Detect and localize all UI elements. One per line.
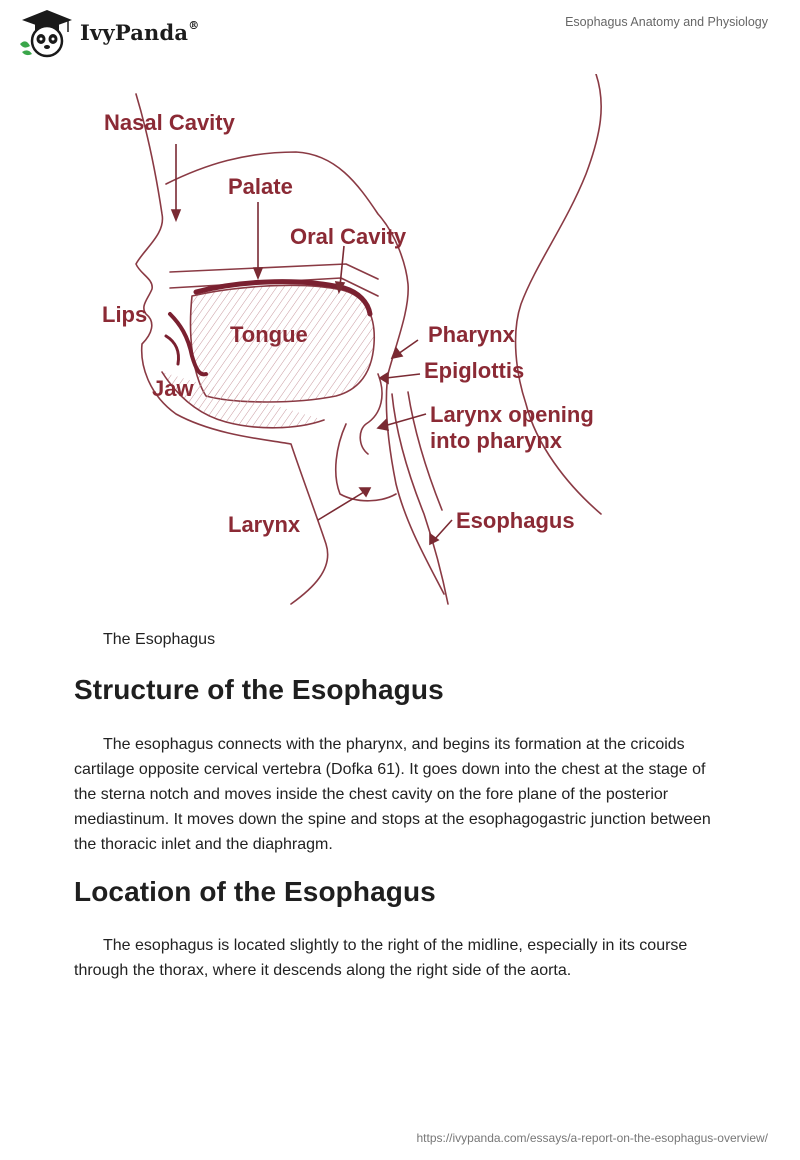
label-tongue: Tongue: [230, 322, 308, 347]
section-heading-location: Location of the Esophagus: [74, 876, 436, 907]
label-larynx: Larynx: [228, 512, 301, 537]
label-epiglottis: Epiglottis: [424, 358, 525, 383]
footer-source-url[interactable]: https://ivypanda.com/essays/a-report-on-the-esophagus-overview/: [416, 1131, 768, 1145]
document-title: Esophagus Anatomy and Physiology: [565, 15, 768, 29]
label-nasal-cavity: Nasal Cavity: [104, 110, 235, 135]
brand-name[interactable]: IvyPanda®: [80, 19, 200, 45]
figure-caption: The Esophagus: [103, 631, 216, 648]
page-header: [0, 0, 800, 70]
label-larynx-opening-1: Larynx opening: [430, 402, 594, 427]
section-paragraph-structure: The esophagus connects with the pharynx, and begins its formation at the cricoids cartilage opposite cervical vertebra (Dofka 61). It goes down into the chest at the stage of the sterna notch and moves inside the chest cavity on the fore plane of the posterior mediastinum. It moves down the spine and stops at the esophagogastric junction between the thoracic inlet and the diaphragm.: [74, 736, 711, 853]
label-lips: Lips: [102, 302, 148, 327]
label-jaw: Jaw: [152, 376, 194, 401]
anatomy-diagram: [96, 74, 626, 614]
label-esophagus: Esophagus: [456, 508, 575, 533]
label-palate: Palate: [228, 174, 293, 199]
section-heading-structure: Structure of the Esophagus: [74, 674, 444, 705]
section-paragraph-location: The esophagus is located slightly to the right of the midline, especially in its course through the thorax, where it descends along the right side of the aorta.: [74, 937, 688, 979]
panda-logo-icon[interactable]: [16, 8, 78, 58]
label-pharynx: Pharynx: [428, 322, 515, 347]
label-oral-cavity: Oral Cavity: [290, 224, 407, 249]
label-larynx-opening-2: into pharynx: [430, 428, 563, 453]
